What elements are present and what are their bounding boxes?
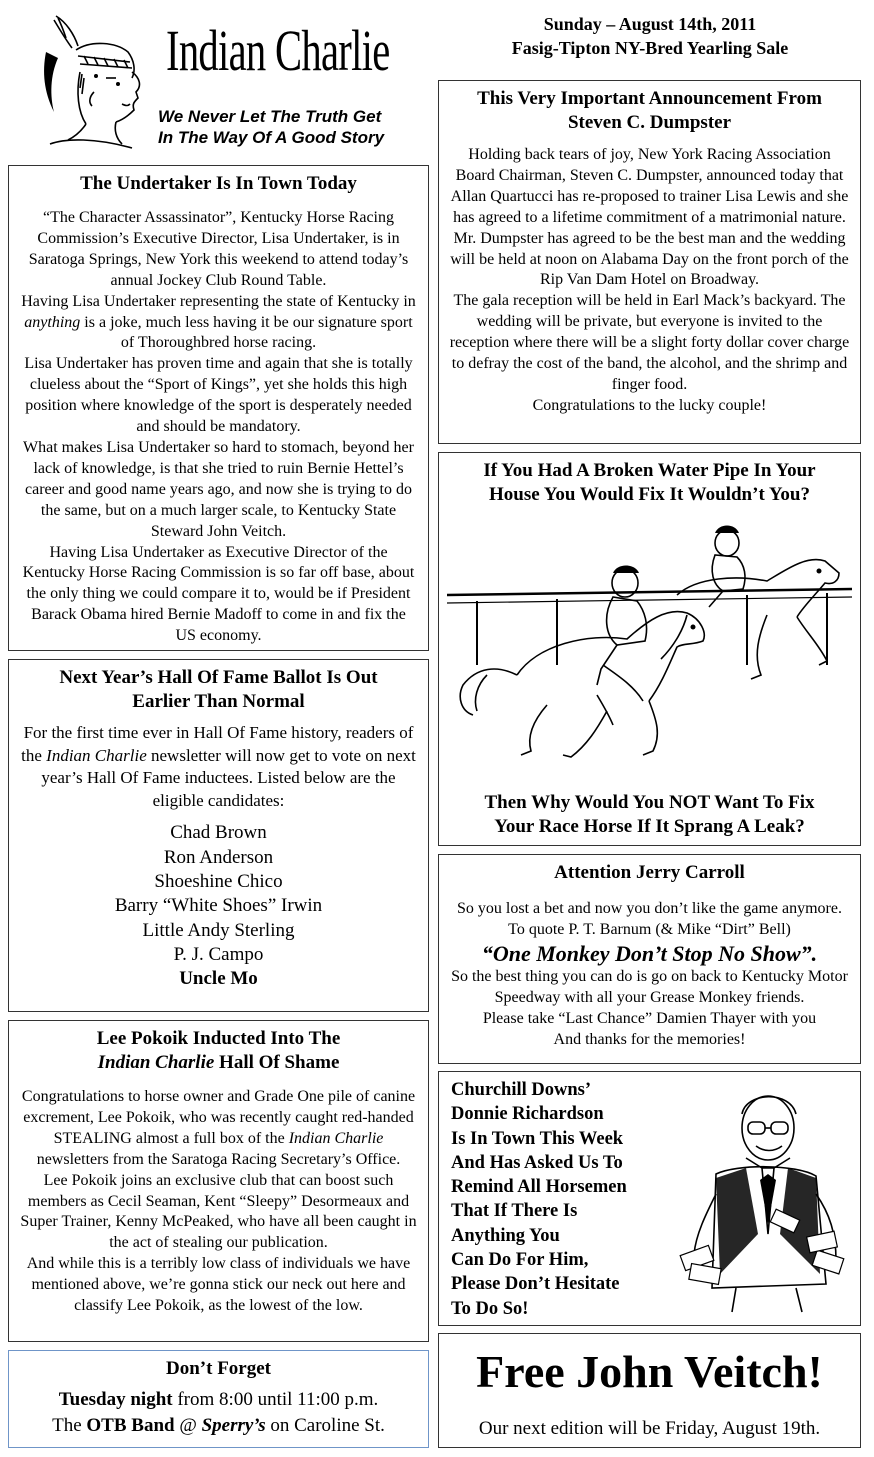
newsletter-tagline	[158, 106, 384, 148]
text-span: newsletters from the Saratoga Racing Secretary’s Office.	[36, 1150, 401, 1168]
water-pipe-article	[438, 452, 861, 846]
tagline-line-1: We Never Let The Truth Get	[158, 107, 382, 126]
masthead	[8, 8, 432, 158]
punchline-line-2: Your Race Horse If It Sprang A Leak?	[494, 816, 805, 837]
free-veitch-title: Free John Veitch!	[476, 1346, 823, 1397]
donnie-line: Donnie Richardson	[451, 1104, 604, 1125]
dateline	[440, 12, 860, 60]
next-edition-note: Our next edition will be Friday, August 19th.	[478, 1418, 821, 1439]
heading-line-2: House You Would Fix It Wouldn’t You?	[489, 484, 810, 505]
dumpster-paragraph-2: Mr. Dumpster has agreed to be the best man and the wedding will be held at noon on Alabama Day on the front porch of the Rip Van Dam Hotel on Broadway.	[450, 229, 849, 289]
text-span: newsletter will now get to vote on next year’s Hall Of Fame inductees. Listed below are the eligible candidates:	[41, 745, 416, 810]
free-veitch-banner	[438, 1333, 861, 1448]
dont-forget-notice	[8, 1350, 429, 1448]
emphasis-text: Indian Charlie	[46, 745, 147, 765]
tagline-line-2: In The Way Of A Good Story	[158, 128, 385, 147]
text-span: Having Lisa Undertaker representing the state of Kentucky in	[21, 292, 416, 310]
pokoik-paragraph-3: And while this is a terribly low class of individuals we have mentioned above, we’re gonna stick our neck out here and classify Lee Pokoik, as the lowest of the low.	[26, 1255, 411, 1315]
heading-line-1: This Very Important Announcement From	[477, 88, 822, 109]
text-span: on Caroline St.	[265, 1415, 385, 1436]
hall-of-fame-intro	[19, 722, 418, 812]
pokoik-article	[8, 1020, 429, 1342]
text-span: from 8:00 until 11:00 p.m.	[172, 1389, 379, 1410]
water-pipe-heading	[449, 459, 850, 507]
pokoik-heading	[19, 1027, 418, 1075]
issue-date: Sunday – August 14th, 2011	[543, 14, 757, 34]
bold-text: Tuesday night	[58, 1389, 173, 1410]
heading-line-1: Lee Pokoik Inducted Into The	[96, 1028, 341, 1049]
dumpster-paragraph-4: Congratulations to the lucky couple!	[532, 396, 767, 414]
man-with-money-cartoon	[676, 1084, 846, 1316]
undertaker-paragraph-2	[19, 292, 418, 355]
undertaker-heading: The Undertaker Is In Town Today	[80, 173, 357, 194]
candidate-item: Little Andy Sterling	[142, 919, 295, 941]
jerry-paragraph-3: Please take “Last Chance” Damien Thayer with you	[482, 1009, 817, 1027]
pokoik-body	[19, 1087, 418, 1317]
water-pipe-punchline	[439, 791, 860, 839]
jerry-body	[449, 899, 850, 1050]
text-span: is a joke, much less having it be our signature sport of Thoroughbred horse racing.	[80, 313, 413, 352]
candidate-item: Barry “White Shoes” Irwin	[114, 895, 323, 917]
punchline-line-1: Then Why Would You NOT Want To Fix	[484, 792, 815, 813]
undertaker-paragraph-3: Lisa Undertaker has proven time and again that she is totally clueless about the “Sport of Kings”, yet she holds this high position where knowledge of the sport is desperately needed and should be mandatory.	[24, 355, 413, 436]
text-span: For the first time ever in Hall Of Fame history, readers of the	[21, 723, 414, 765]
event-venue-line	[19, 1413, 418, 1439]
dumpster-heading	[449, 87, 850, 135]
undertaker-paragraph-4: What makes Lisa Undertaker so hard to stomach, beyond her lack of knowledge, is that she tried to ruin Bernie Hettel’s career and good name years ago, and now she is trying to do the same, but on a much larger scale, to Kentucky State Steward John Veitch.	[23, 438, 414, 540]
jerry-paragraph-2: So the best thing you can do is go on back to Kentucky Motor Speedway with all your Grease Monkey friends.	[451, 967, 848, 1006]
donnie-line: Please Don’t Hesitate	[451, 1274, 620, 1295]
donnie-line: Churchill Downs’	[451, 1080, 591, 1100]
racing-horses-cartoon	[447, 515, 852, 785]
heading-line-2: Steven C. Dumpster	[567, 112, 732, 133]
undertaker-paragraph-5: Having Lisa Undertaker as Executive Director of the Kentucky Horse Racing Commission is so far off base, about the only thing we could compare it to, would be if President Barack Obama hired Bernie Madoff to come in and fix the US economy.	[22, 543, 415, 645]
dont-forget-heading: Don’t Forget	[166, 1358, 271, 1379]
issue-event: Fasig-Tipton NY-Bred Yearling Sale	[511, 38, 789, 58]
donnie-line: Anything You	[451, 1225, 560, 1246]
text-span: Congratulations to horse owner and Grade One pile of canine excrement, Lee Pokoik, who was recently caught red-handed STEALING almost a full box of the	[21, 1088, 416, 1147]
text-span: Hall Of Shame	[214, 1052, 340, 1073]
event-time-line	[19, 1387, 418, 1413]
heading-line-2: Earlier Than Normal	[132, 691, 305, 712]
heading-line-1: If You Had A Broken Water Pipe In Your	[483, 460, 816, 481]
emphasis-text: Indian Charlie	[288, 1129, 384, 1147]
pokoik-paragraph-1	[19, 1087, 418, 1171]
candidate-item: Ron Anderson	[163, 846, 274, 868]
heading-line-2	[19, 1051, 418, 1075]
dumpster-paragraph-1: Holding back tears of joy, New York Racing Association Board Chairman, Steven C. Dumpster, announced today that Allan Quartucci has re-proposed to trainer Lisa Lewis and she has agreed to a lifetime commitment of a matrimonial nature.	[450, 146, 849, 226]
hall-of-fame-heading	[19, 666, 418, 714]
bold-text: OTB Band	[86, 1415, 175, 1436]
dumpster-article	[438, 80, 861, 444]
undertaker-body	[19, 208, 418, 647]
jerry-paragraph-1: So you lost a bet and now you don’t like the game anymore. To quote P. T. Barnum (& Mike “Dirt” Bell)	[457, 900, 842, 938]
emphasis-text: anything	[24, 313, 81, 331]
text-span: The	[52, 1415, 87, 1436]
hall-of-fame-article	[8, 659, 429, 1012]
dumpster-body	[449, 145, 850, 417]
donnie-line: That If There Is	[451, 1201, 578, 1222]
candidate-item: Chad Brown	[170, 822, 267, 844]
candidate-item: P. J. Campo	[173, 943, 264, 965]
emphasis-text: Sperry’s	[201, 1415, 266, 1436]
emphasis-text: Indian Charlie	[97, 1052, 215, 1073]
donnie-line: To Do So!	[451, 1298, 529, 1319]
pokoik-paragraph-2: Lee Pokoik joins an exclusive club that can boost such members as Cecil Seaman, Kent “Sleepy” Desormeaux and Super Trainer, Kenny McPeaked, who have all been caught in the act of stealing our publication.	[20, 1171, 417, 1252]
undertaker-article	[8, 165, 429, 651]
indian-head-logo	[36, 12, 148, 162]
text-span: @	[174, 1415, 202, 1436]
donnie-richardson-article	[438, 1071, 861, 1326]
jerry-carroll-article	[438, 854, 861, 1064]
candidate-item: Uncle Mo	[179, 968, 258, 990]
dumpster-paragraph-3: The gala reception will be held in Earl Mack’s backyard. The wedding will be private, but everyone is invited to the reception where there will be a slight forty dollar cover charge to defray the cost of the band, the alcohol, and the shrimp and finger food.	[449, 292, 850, 393]
jerry-heading: Attention Jerry Carroll	[554, 862, 745, 883]
donnie-line: Remind All Horsemen	[451, 1177, 627, 1198]
newsletter-title: Indian Charlie	[166, 18, 390, 83]
barnum-quote: “One Monkey Don’t Stop No Show”.	[481, 940, 818, 966]
jerry-paragraph-4: And thanks for the memories!	[553, 1030, 746, 1048]
candidate-list	[19, 821, 418, 991]
undertaker-paragraph-1: “The Character Assassinator”, Kentucky Horse Racing Commission’s Executive Director, Lisa Undertaker, is in Saratoga Springs, New York this weekend to attend today’s annual Jockey Club Round Table.	[28, 209, 409, 289]
heading-line-1: Next Year’s Hall Of Fame Ballot Is Out	[59, 667, 378, 688]
candidate-item: Shoeshine Chico	[154, 870, 283, 892]
donnie-line: And Has Asked Us To	[451, 1152, 623, 1173]
donnie-line: Is In Town This Week	[451, 1128, 624, 1149]
donnie-line: Can Do For Him,	[451, 1250, 589, 1271]
